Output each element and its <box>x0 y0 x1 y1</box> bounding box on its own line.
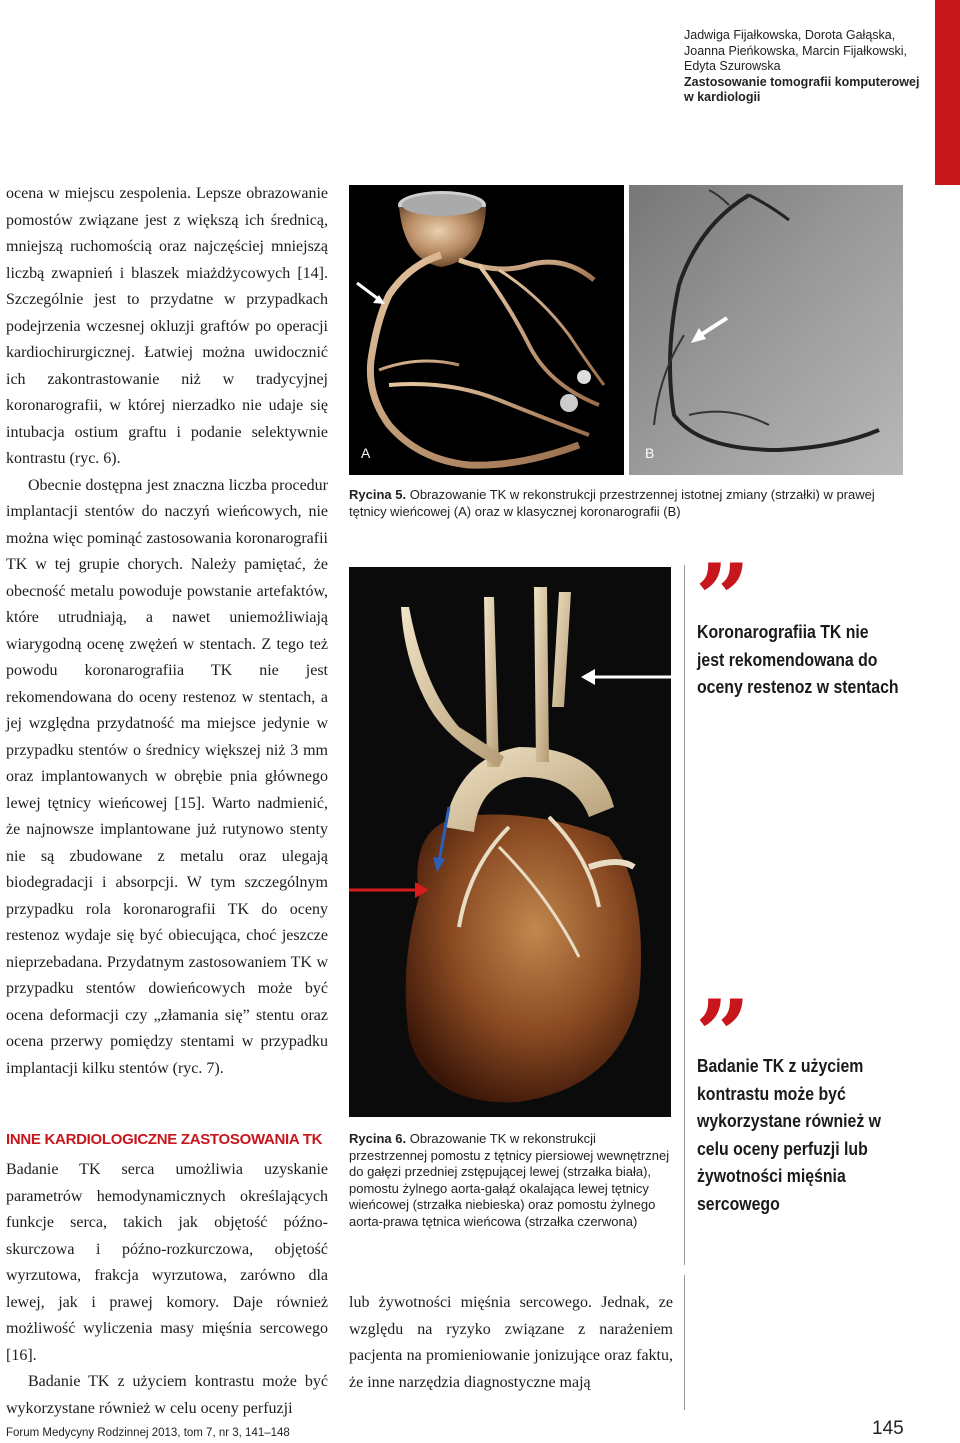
header-title-line: Zastosowanie tomografii komputerowej <box>684 74 920 89</box>
ct-reconstruction-image <box>349 185 624 475</box>
section-title: INNE KARDIOLOGICZNE ZASTOSOWANIA TK <box>6 1131 323 1148</box>
caption-text: Obrazowanie TK w rekonstrukcji przestrzennej istotnej zmiany (strzałki) w prawej tętnicy wieńcowej (A) oraz w klasycznej koronarografii (B) <box>349 487 875 519</box>
header-title-line: w kardiologii <box>684 90 761 104</box>
section-body <box>6 1157 328 1422</box>
caption-text: Obrazowanie TK w rekonstrukcji przestrzennej pomostu z tętnicy piersiowej wewnętrznej do gałęzi przedniej zstępującej lewej (strzałka biała), pomostu żylnego aorta-gałąź okalająca lewej tętnicy wieńcowej (strzałka niebieska) oraz pomostu żylnego aorta-prawa tętnica wieńcowa (strzałka czerwona) <box>349 1131 670 1229</box>
figure-5a-ct-reconstruction <box>349 185 624 475</box>
paragraph: Badanie TK serca umożliwia uzyskanie parametrów hemodynamicznych określających funkcje serca, takich jak objętość późno-skurczowa i późno-rozkurczowa, objętość wyrzutowa, frakcja wyrzutowa, zarówno dla lewej, jak i prawej komory. Daje również możliwość wyliczenia masy mięśnia sercowego [16]. <box>6 1161 328 1364</box>
running-header <box>684 28 924 106</box>
paragraph: Obecnie dostępna jest znaczna liczba procedur implantacji stentów do naczyń wieńcowych, nie można więc pominąć zastosowania koronarografii TK w tej grupie chorych. Należy pamiętać, że obecność metalu powoduje powstanie artefaktów, które utrudniają, a nawet uniemożliwiają wiarygodną ocenę zwężeń w stentach. Z tego też powodu koronarografiia TK nie jest rekomendowana do oceny restenoz w stentach, a jej względna przydatność ma miejsce jedynie w przypadku stentów o średnicy większej niż 3 mm oraz implantowanych w obrębie pnia głównego lewej tętnicy wieńcowej [15]. Warto nadmienić, że najnowsze implantowane już rutynowo stenty nie są zbudowane z metalu oraz ulegają biodegradacji i absorpcji. W tym szczególnym przypadku rola koronarografii TK do oceny restenoz wydaje się być obiecująca, choć jeszcze nieprzebadana. Przydatnym zastosowaniem TK w przypadku stentów dowieńcowych może być ocena deformacji czy „złamania się” stentu oraz ocena przerwy pomiędzy stentami w przypadku implantacji kilku stentów (ryc. 7). <box>6 476 328 1077</box>
figure-5b-angiography <box>629 185 903 475</box>
header-authors <box>684 28 924 75</box>
author-line: Jadwiga Fijałkowska, Dorota Gałąska, <box>684 28 896 42</box>
author-line: Joanna Pieńkowska, Marcin Fijałkowski, <box>684 43 908 58</box>
figure-label-a: A <box>361 445 371 461</box>
header-title <box>684 75 924 106</box>
page-number: 145 <box>872 1418 904 1439</box>
pull-quote-2: Badanie TK z użyciem kontrastu może być wykorzystane również w celu oceny perfuzji lub żywotności mięśnia sercowego <box>697 1056 881 1214</box>
column-divider <box>684 565 685 1265</box>
figure-6-bypass-reconstruction <box>349 567 671 1117</box>
accent-bar <box>935 0 960 185</box>
pull-quote-mark: ” <box>695 543 741 656</box>
paragraph: Badanie TK z użyciem kontrastu może być wykorzystane również w celu oceny perfuzji <box>6 1373 328 1417</box>
figure-5-caption <box>349 487 909 520</box>
angiography-image <box>629 185 903 475</box>
figure-6-caption <box>349 1131 671 1230</box>
column-divider <box>684 1275 685 1410</box>
pull-quote-1: Koronarografiia TK nie jest rekomendowana do oceny restenoz w stentach <box>697 622 899 697</box>
bypass-reconstruction-image <box>349 567 671 1117</box>
paragraph: ocena w miejscu zespolenia. Lepsze obrazowanie pomostów związane jest z większą ich średnicą, mniejszą ruchomością oraz najczęściej mniejszą liczbą zwapnień i blaszek miażdżycowych [14]. Szczególnie jest to przydatne w przypadkach podejrzenia wczesnej okluzji graftów po operacji kardiochirurgicznej. Łatwiej można uwidocznić ich zakontrastowanie niż w tradycyjnej koronarografii, w której nierzadko nie udaje się intubacja ostium graftu i podanie selektywnie kontrastu (ryc. 6). <box>6 185 328 467</box>
figure-label-b: B <box>645 445 655 461</box>
body-text-left <box>6 181 328 1082</box>
caption-label: Rycina 5. <box>349 487 407 502</box>
caption-label: Rycina 6. <box>349 1131 407 1146</box>
pull-quote-mark: ” <box>695 979 741 1092</box>
body-text-right: lub żywotności mięśnia sercowego. Jednak, ze względu na ryzyko związane z narażeniem pacjenta na promieniowanie jonizujące oraz faktu, że inne narzędzia diagnostyczne mają <box>349 1294 673 1391</box>
author-line: Edyta Szurowska <box>684 59 781 73</box>
footer-journal: Forum Medycyny Rodzinnej 2013, tom 7, nr 3, 141–148 <box>6 1427 290 1439</box>
